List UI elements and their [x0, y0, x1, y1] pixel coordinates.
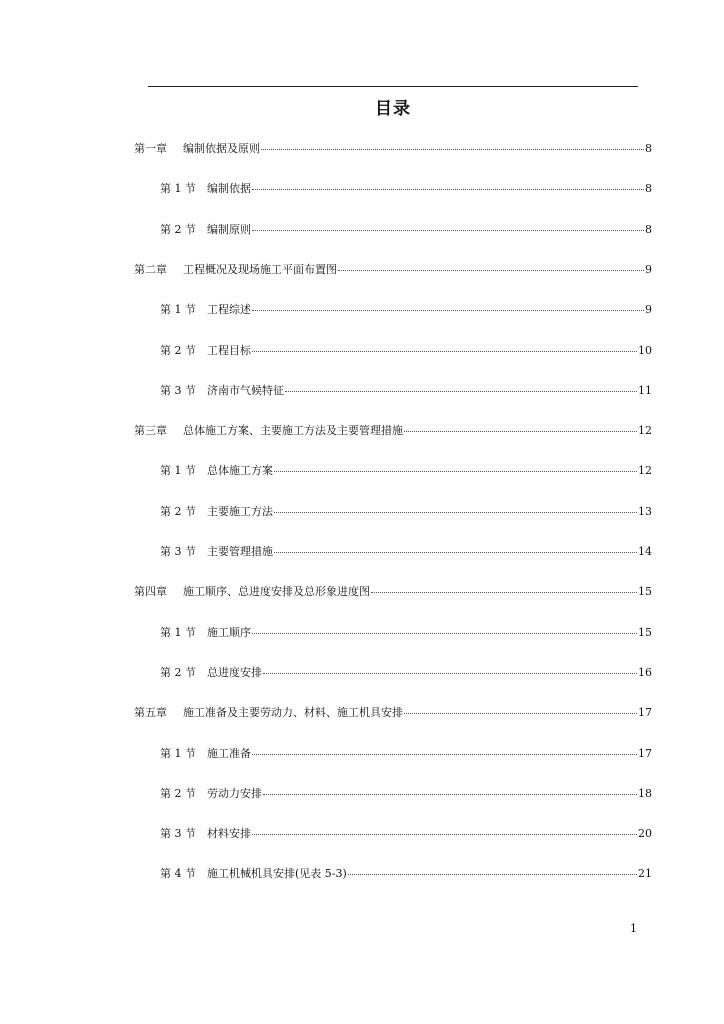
toc-entry-number: 第四章 [134, 585, 167, 598]
toc-entry-section[interactable] [160, 745, 652, 761]
dot-leader [252, 230, 644, 231]
toc-entry-number: 第 1 节 [160, 626, 196, 639]
toc-entry-page: 16 [638, 666, 652, 679]
dot-leader [338, 270, 644, 271]
dot-leader [261, 149, 644, 150]
toc-entry-label: 施工机械机具安排(见表 5-3) [207, 867, 347, 880]
toc-entry-label: 工程概况及现场施工平面布置图 [183, 263, 337, 276]
dot-leader [252, 633, 637, 634]
toc-entry-number: 第 1 节 [160, 303, 196, 316]
toc-entry-page: 8 [645, 142, 652, 155]
toc-entry-number: 第 1 节 [160, 182, 196, 195]
toc-entry-page: 12 [638, 464, 652, 477]
toc-entry-section[interactable] [160, 462, 652, 478]
toc-entry-label: 编制原则 [207, 223, 251, 236]
dot-leader [348, 874, 637, 875]
toc-entry-label: 施工顺序 [207, 626, 251, 639]
toc-entry-chapter[interactable] [134, 422, 652, 438]
toc-entry-label: 总体施工方案、主要施工方法及主要管理措施 [183, 424, 403, 437]
dot-leader [263, 794, 637, 795]
toc-entry-section[interactable] [160, 382, 652, 398]
toc-entry-number: 第 3 节 [160, 545, 196, 558]
toc-entry-label: 主要施工方法 [207, 505, 273, 518]
dot-leader [252, 754, 637, 755]
toc-entry-number: 第三章 [134, 424, 167, 437]
toc-entry-label: 劳动力安排 [207, 787, 262, 800]
toc-entry-label: 编制依据 [207, 182, 251, 195]
toc-entry-number: 第 3 节 [160, 827, 196, 840]
dot-leader [404, 713, 637, 714]
toc-entry-page: 8 [645, 223, 652, 236]
toc-entry-page: 9 [645, 263, 652, 276]
toc-entry-label: 工程目标 [207, 344, 251, 357]
dot-leader [252, 351, 637, 352]
toc-entry-section[interactable] [160, 221, 652, 237]
toc-entry-label: 编制依据及原则 [183, 142, 260, 155]
toc-entry-page: 10 [638, 344, 652, 357]
toc-entry-page: 20 [638, 827, 652, 840]
toc-entry-section[interactable] [160, 543, 652, 559]
toc-entry-chapter[interactable] [134, 140, 652, 156]
toc-entry-page: 13 [638, 505, 652, 518]
toc-entry-number: 第五章 [134, 706, 167, 719]
toc-entry-page: 12 [638, 424, 652, 437]
toc-entry-page: 8 [645, 182, 652, 195]
toc-entry-label: 济南市气候特征 [207, 384, 284, 397]
toc-entry-number: 第 2 节 [160, 344, 196, 357]
toc-entry-label: 施工准备 [207, 747, 251, 760]
toc-entry-section[interactable] [160, 785, 652, 801]
toc-entry-number: 第 2 节 [160, 505, 196, 518]
toc-entry-label: 总体施工方案 [207, 464, 273, 477]
toc-entry-label: 总进度安排 [207, 666, 262, 679]
toc-entry-page: 18 [638, 787, 652, 800]
page-title: 目录 [375, 99, 411, 119]
toc-entry-section[interactable] [160, 624, 652, 640]
toc-entry-number: 第 4 节 [160, 867, 196, 880]
dot-leader [274, 552, 637, 553]
toc-entry-number: 第 2 节 [160, 666, 196, 679]
toc-entry-label: 材料安排 [207, 827, 251, 840]
toc-entry-number: 第 2 节 [160, 787, 196, 800]
toc-entry-section[interactable] [160, 342, 652, 358]
toc-entry-page: 14 [638, 545, 652, 558]
toc-entry-page: 17 [638, 706, 652, 719]
toc-entry-label: 工程综述 [207, 303, 251, 316]
toc-entry-section[interactable] [160, 825, 652, 841]
toc-entry-page: 15 [638, 626, 652, 639]
toc-entry-section[interactable] [160, 301, 652, 317]
dot-leader [263, 673, 637, 674]
toc-entry-number: 第一章 [134, 142, 167, 155]
toc-entry-page: 21 [638, 867, 652, 880]
toc-entry-page: 17 [638, 747, 652, 760]
toc-entry-page: 9 [645, 303, 652, 316]
toc-entry-section[interactable] [160, 180, 652, 196]
dot-leader [274, 512, 637, 513]
toc-entry-number: 第 1 节 [160, 464, 196, 477]
toc-entry-page: 15 [638, 585, 652, 598]
toc-entry-section[interactable] [160, 865, 652, 881]
toc-entry-chapter[interactable] [134, 583, 652, 599]
toc-entry-chapter[interactable] [134, 704, 652, 720]
toc-entry-label: 施工顺序、总进度安排及总形象进度图 [183, 585, 370, 598]
toc-entry-label: 主要管理措施 [207, 545, 273, 558]
toc-entry-chapter[interactable] [134, 261, 652, 277]
toc-entry-section[interactable] [160, 503, 652, 519]
page-number: 1 [630, 922, 637, 935]
dot-leader [252, 189, 644, 190]
toc-entry-number: 第 3 节 [160, 384, 196, 397]
dot-leader [274, 471, 637, 472]
toc-entry-page: 11 [638, 384, 652, 397]
toc-entry-section[interactable] [160, 664, 652, 680]
toc-entry-number: 第 2 节 [160, 223, 196, 236]
dot-leader [404, 431, 637, 432]
dot-leader [252, 834, 637, 835]
dot-leader [285, 391, 637, 392]
dot-leader [371, 592, 637, 593]
dot-leader [252, 310, 644, 311]
toc-entry-number: 第 1 节 [160, 747, 196, 760]
toc-entry-number: 第二章 [134, 263, 167, 276]
toc-entry-label: 施工准备及主要劳动力、材料、施工机具安排 [183, 706, 403, 719]
